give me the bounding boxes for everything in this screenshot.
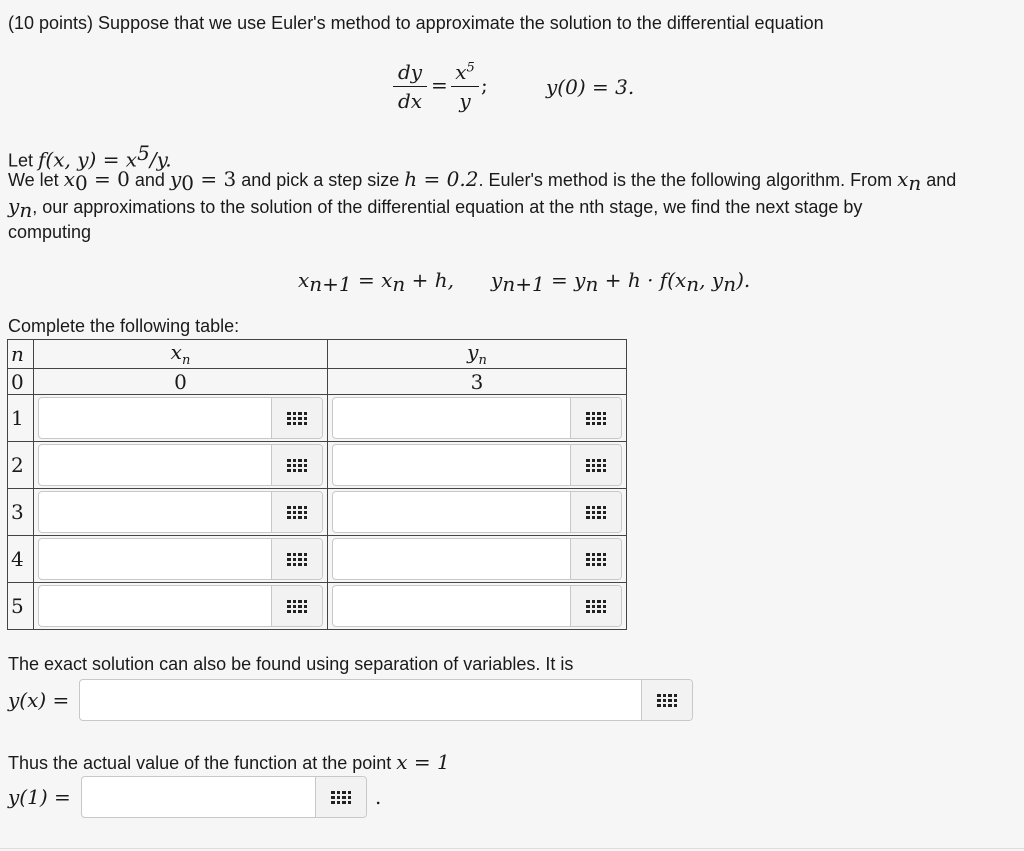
keypad-icon <box>586 459 606 472</box>
fraction-bar <box>451 86 479 87</box>
ode-rhs-den: y <box>459 89 471 113</box>
math-keyboard-button[interactable] <box>570 398 621 438</box>
keypad-icon <box>287 412 307 425</box>
y1-answer-box <box>332 397 622 439</box>
keypad-icon <box>287 553 307 566</box>
y3-answer-box <box>332 491 622 533</box>
x3-input[interactable] <box>45 498 270 526</box>
row-n: 2 <box>8 442 34 489</box>
y4-answer-box <box>332 538 622 580</box>
row-n: 3 <box>8 489 34 536</box>
keypad-icon <box>586 553 606 566</box>
header-n: n <box>8 340 34 369</box>
row-n: 1 <box>8 395 34 442</box>
f-definition: Let f(x, $y) = x^5/y$. <box>8 141 172 172</box>
math-keyboard-button[interactable] <box>570 445 621 485</box>
actual-value-answer-box <box>81 776 367 818</box>
row0-y-value: 3 <box>328 369 627 395</box>
table-row <box>8 489 627 536</box>
table-row <box>8 442 627 489</box>
exact-solution-label: y(x) = <box>8 688 70 712</box>
math-keyboard-button[interactable] <box>271 586 322 626</box>
formula-x-update: $x_{n+1} = x_n + h$, <box>298 268 455 297</box>
header-xn: $x_n$ <box>34 340 328 369</box>
x4-input[interactable] <box>45 545 270 573</box>
x4-answer-box <box>38 538 323 580</box>
exact-solution-input[interactable] <box>86 686 640 714</box>
exact-solution-text: The exact solution can also be found using separation of variables. It is <box>8 654 574 674</box>
setup-line-2: $y_n$, our approximations to the solution of the differential equation at the nth stage, we find the next stage by <box>8 194 863 223</box>
header-yn: $y_n$ <box>328 340 627 369</box>
y5-answer-box <box>332 585 622 627</box>
math-keyboard-button[interactable] <box>271 398 322 438</box>
table-header-row <box>8 340 627 369</box>
y5-input[interactable] <box>339 592 569 620</box>
initial-condition: y(0) = 3. <box>546 75 635 99</box>
trailing-period: . <box>375 785 382 809</box>
table-row <box>8 369 627 395</box>
keypad-icon <box>586 412 606 425</box>
math-keyboard-button[interactable] <box>315 777 366 817</box>
table-row <box>8 395 627 442</box>
exact-solution-answer-box <box>79 679 693 721</box>
x2-input[interactable] <box>45 451 270 479</box>
table-row <box>8 536 627 583</box>
problem-intro: (10 points) Suppose that we use Euler's method to approximate the solution to the differential equation <box>8 13 824 33</box>
ode-lhs-fraction <box>393 60 427 113</box>
keypad-icon <box>287 506 307 519</box>
math-keyboard-button[interactable] <box>570 492 621 532</box>
keypad-icon <box>657 694 677 707</box>
actual-value-label: y(1) = <box>8 785 71 809</box>
euler-table <box>7 339 627 630</box>
y2-input[interactable] <box>339 451 569 479</box>
y1-input[interactable] <box>339 404 569 432</box>
x1-input[interactable] <box>45 404 270 432</box>
ode-lhs-num: dy <box>397 60 423 84</box>
ode-lhs-den: dx <box>397 89 423 113</box>
y4-input[interactable] <box>339 545 569 573</box>
fraction-bar <box>393 86 427 87</box>
computing-text: computing <box>8 222 92 242</box>
x1-answer-box <box>38 397 323 439</box>
formula-y-update: $y_{n+1} = y_n + h \cdot f(x_n$, $y_n$). <box>491 268 751 297</box>
math-keyboard-button[interactable] <box>271 445 322 485</box>
table-row <box>8 583 627 630</box>
math-keyboard-button[interactable] <box>271 492 322 532</box>
row-n: 5 <box>8 583 34 630</box>
y3-input[interactable] <box>339 498 569 526</box>
ode-rhs-fraction <box>451 60 479 113</box>
row-n: 4 <box>8 536 34 583</box>
x5-input[interactable] <box>45 592 270 620</box>
keypad-icon <box>586 506 606 519</box>
semicolon: ; <box>481 73 488 97</box>
row0-x-value: 0 <box>34 369 328 395</box>
bottom-divider <box>0 848 1024 849</box>
math-keyboard-button[interactable] <box>641 680 692 720</box>
row-n: 0 <box>8 369 34 395</box>
math-keyboard-button[interactable] <box>271 539 322 579</box>
table-prompt: Complete the following table: <box>8 316 240 336</box>
actual-value-text: Thus the actual value of the function at the point x = 1 <box>8 750 450 774</box>
y2-answer-box <box>332 444 622 486</box>
x5-answer-box <box>38 585 323 627</box>
math-keyboard-button[interactable] <box>570 586 621 626</box>
x2-answer-box <box>38 444 323 486</box>
ode-rhs-num: x <box>455 60 467 84</box>
equals-sign: = <box>431 73 448 97</box>
keypad-icon <box>331 791 351 804</box>
setup-line: We let $x_0 = 0$ and $y_0 = 3$ and pick a step size h = 0.2. Euler's method is the the following algorithm. From $x_n$ and <box>8 167 957 196</box>
keypad-icon <box>586 600 606 613</box>
keypad-icon <box>287 600 307 613</box>
ode-rhs-exp: 5 <box>466 60 475 76</box>
keypad-icon <box>287 459 307 472</box>
actual-value-input[interactable] <box>88 783 314 811</box>
math-keyboard-button[interactable] <box>570 539 621 579</box>
x3-answer-box <box>38 491 323 533</box>
